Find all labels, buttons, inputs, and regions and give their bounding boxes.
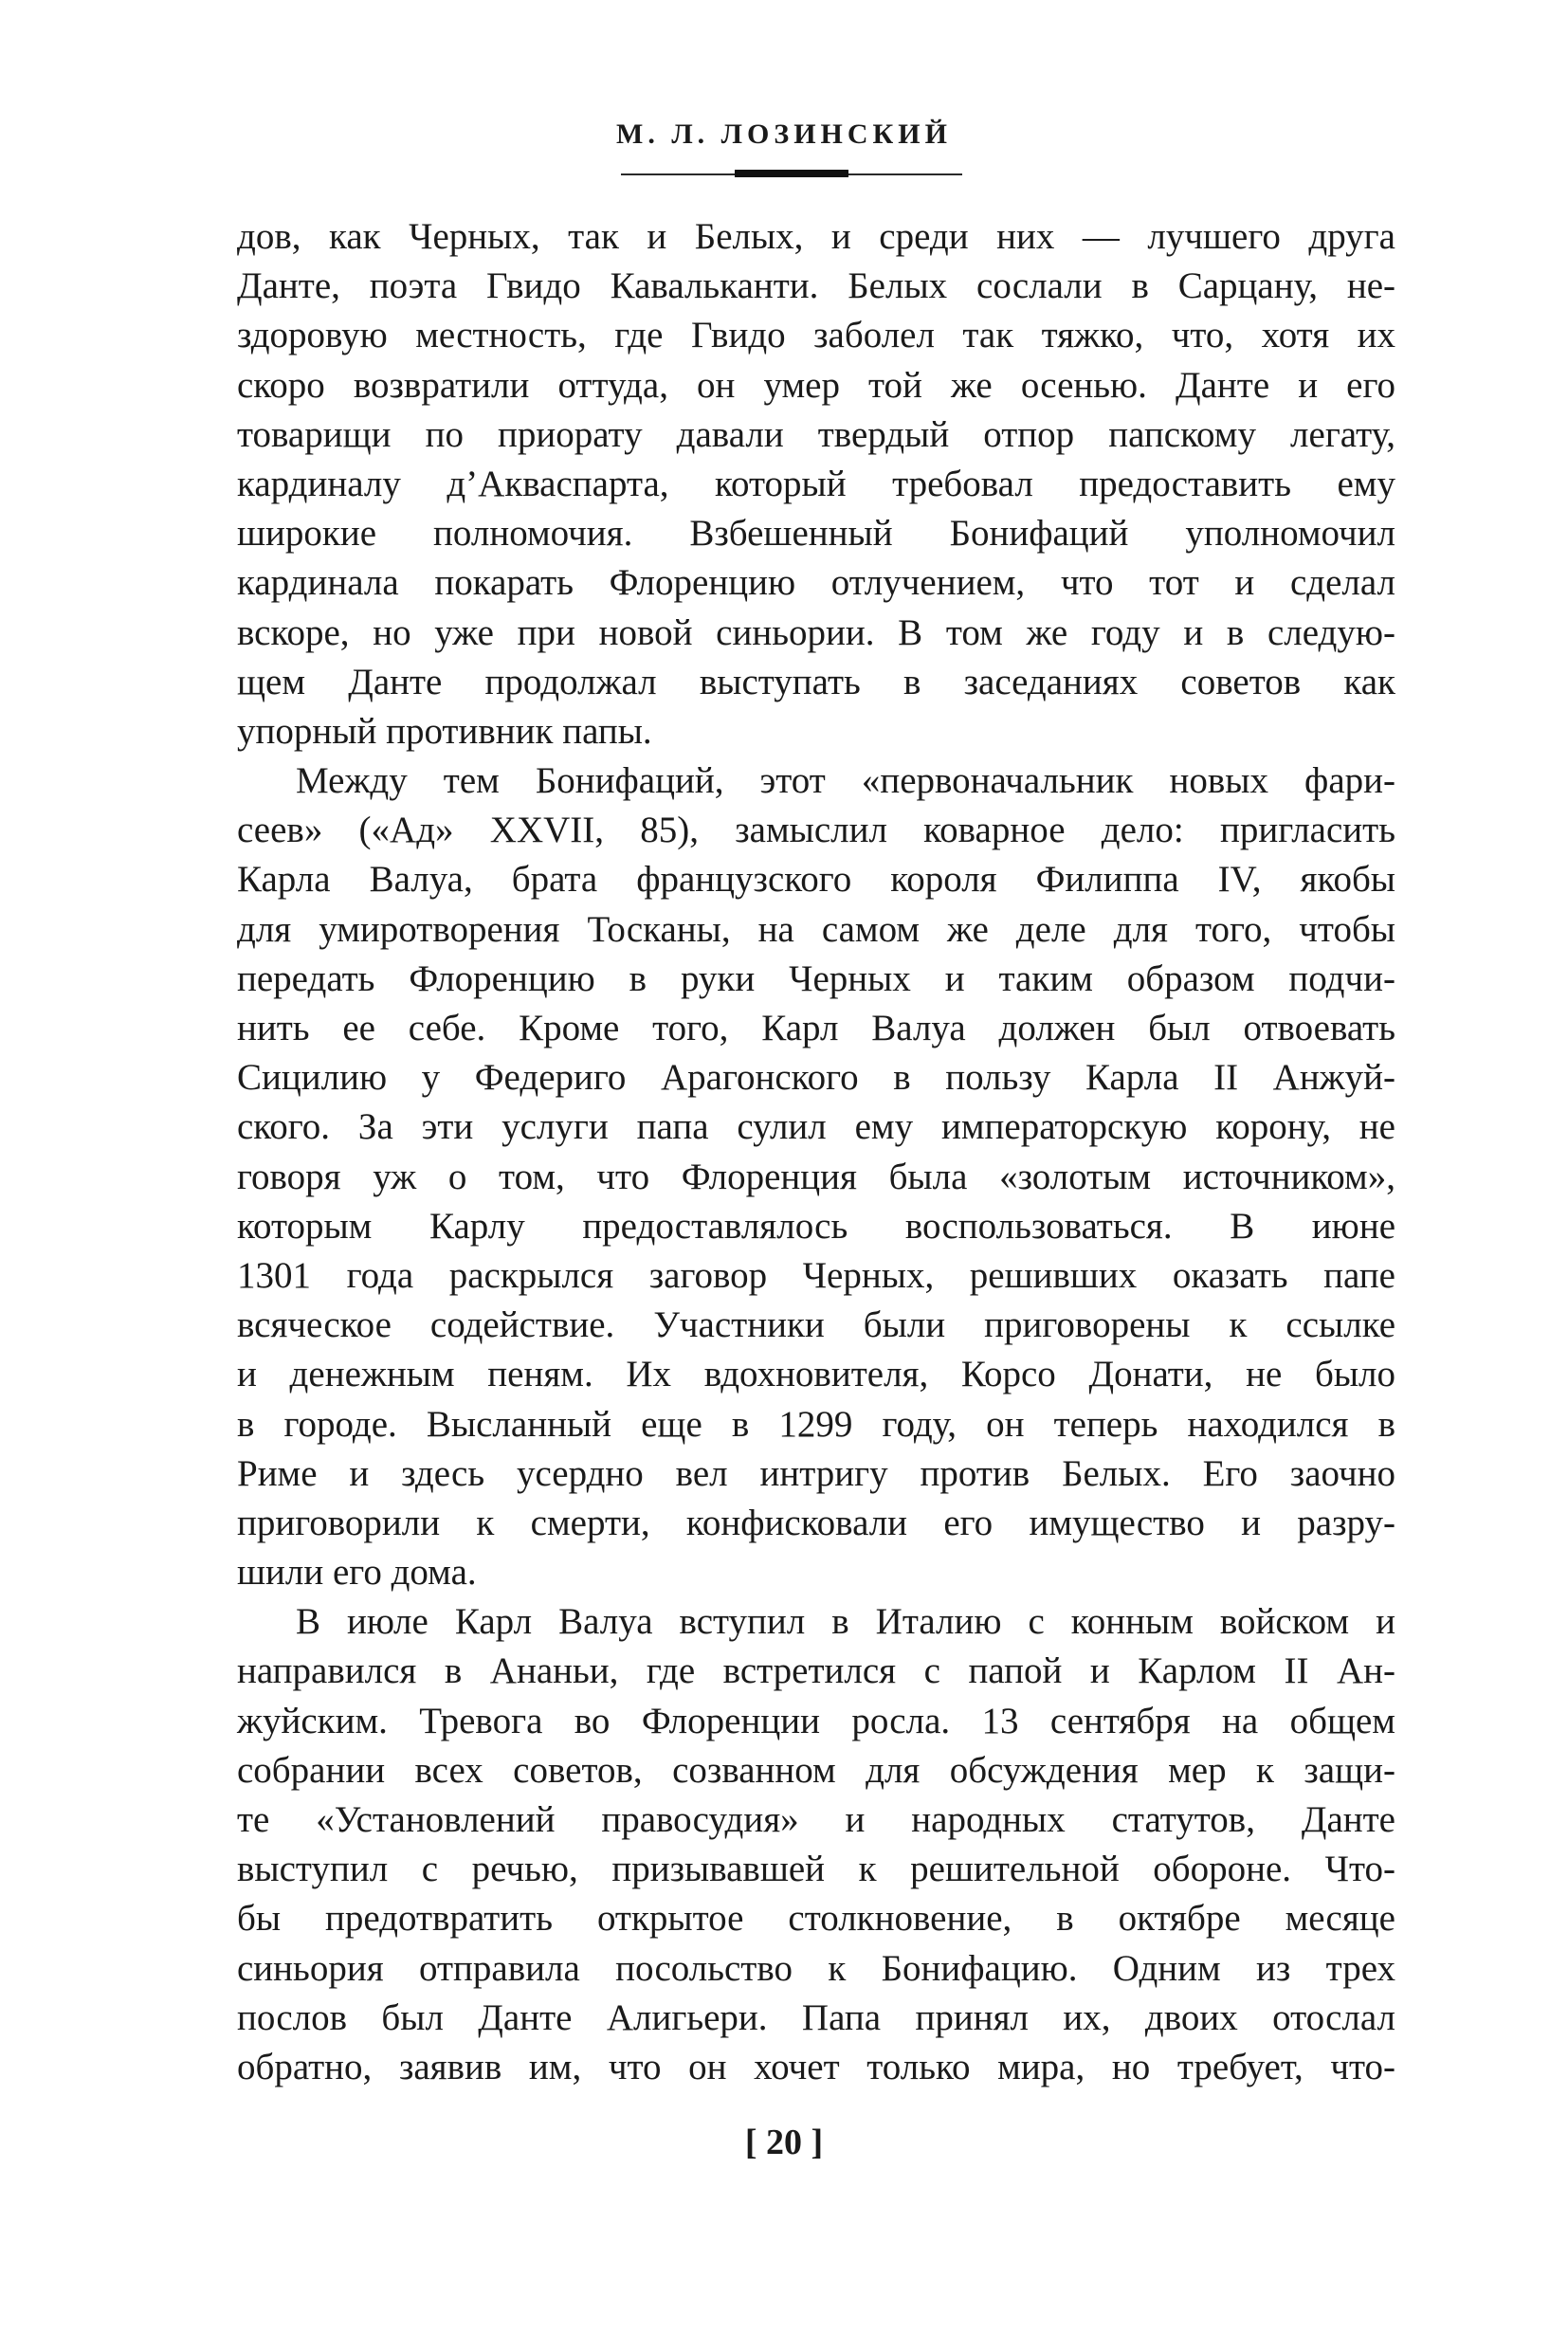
text-line: ского. За эти услуги папа сулил ему императорскую корону, не — [237, 1106, 1395, 1148]
text-line: послов был Данте Алигьери. Папа принял их, двоих отослал — [237, 1996, 1395, 2038]
page-number: [ 20 ] — [744, 2123, 824, 2162]
text-line: собрании всех советов, созванном для обсуждения мер к защи- — [237, 1749, 1395, 1791]
running-head: М. Л. ЛОЗИНСКИЙ — [616, 118, 952, 150]
text-line: дов, как Черных, так и Белых, и среди них — лучшего друга — [237, 216, 1395, 257]
text-line: шили его дома. — [237, 1552, 477, 1594]
text-line: здоровую местность, где Гвидо заболел так тяжко, что, хотя их — [237, 315, 1395, 356]
text-line: товарищи по приорату давали твердый отпор папскому легату, — [237, 413, 1395, 455]
header-rule-accent — [735, 170, 848, 177]
text-line: передать Флоренцию в руки Черных и таким образом подчи- — [237, 957, 1395, 999]
text-line: Между тем Бонифаций, этот «первоначальник новых фари- — [296, 760, 1395, 802]
text-line: сеев» («Ад» XXVII, 85), замыслил коварное дело: пригласить — [237, 810, 1395, 851]
text-line: упорный противник папы. — [237, 710, 652, 752]
text-line: кардинала покарать Флоренцию отлучением, что тот и сделал — [237, 562, 1395, 604]
text-line: приговорили к смерти, конфисковали его имущество и разру- — [237, 1502, 1395, 1543]
text-line: говоря уж о том, что Флоренция была «золотым источником», — [237, 1156, 1395, 1197]
text-line: направился в Ананьи, где встретился с папой и Карлом II Ан- — [237, 1650, 1395, 1692]
text-line: бы предотвратить открытое столкновение, в октябре месяце — [237, 1898, 1395, 1940]
text-line: Карла Валуа, брата французского короля Филиппа IV, якобы — [237, 859, 1395, 901]
text-line: Данте, поэта Гвидо Кавальканти. Белых сослали в Сарцану, не- — [237, 265, 1395, 307]
text-line: нить ее себе. Кроме того, Карл Валуа должен был отвоевать — [237, 1008, 1395, 1048]
text-line: скоро возвратили оттуда, он умер той же осенью. Данте и его — [237, 364, 1395, 406]
text-line: Сицилию у Федериго Арагонского в пользу Карла II Анжуй- — [237, 1057, 1395, 1099]
text-line: в городе. Высланный еще в 1299 году, он теперь находился в — [237, 1403, 1395, 1445]
text-line: жуйским. Тревога во Флоренции росла. 13 сентября на общем — [237, 1700, 1395, 1741]
text-line: щем Данте продолжал выступать в заседаниях советов как — [237, 661, 1395, 702]
text-line: Риме и здесь усердно вел интригу против Белых. Его заочно — [237, 1452, 1395, 1494]
text-line: те «Установлений правосудия» и народных статутов, Данте — [237, 1799, 1395, 1840]
text-line: В июле Карл Валуа вступил в Италию с конным войском и — [296, 1601, 1395, 1643]
text-line: которым Карлу предоставлялось воспользоваться. В июне — [237, 1205, 1395, 1247]
text-line: всяческое содействие. Участники были приговорены к ссылке — [237, 1304, 1395, 1346]
text-line: и денежным пеням. Их вдохновителя, Корсо Донати, не было — [237, 1354, 1395, 1395]
text-line: синьория отправила посольство к Бонифацию. Одним из трех — [237, 1947, 1395, 1989]
text-line: вскоре, но уже при новой синьории. В том же году и в следую- — [237, 611, 1395, 653]
text-line: 1301 года раскрылся заговор Черных, решивших оказать папе — [237, 1254, 1395, 1296]
text-line: для умиротворения Тосканы, на самом же деле для того, чтобы — [237, 908, 1395, 950]
text-line: обратно, заявив им, что он хочет только мира, но требует, что- — [237, 2046, 1395, 2087]
text-line: выступил с речью, призывавшей к решительной обороне. Что- — [237, 1849, 1395, 1890]
text-line: кардиналу д’Акваспарта, который требовал предоставить ему — [237, 463, 1395, 504]
text-line: широкие полномочия. Взбешенный Бонифаций уполномочил — [237, 513, 1395, 555]
body-text — [237, 212, 1395, 2092]
